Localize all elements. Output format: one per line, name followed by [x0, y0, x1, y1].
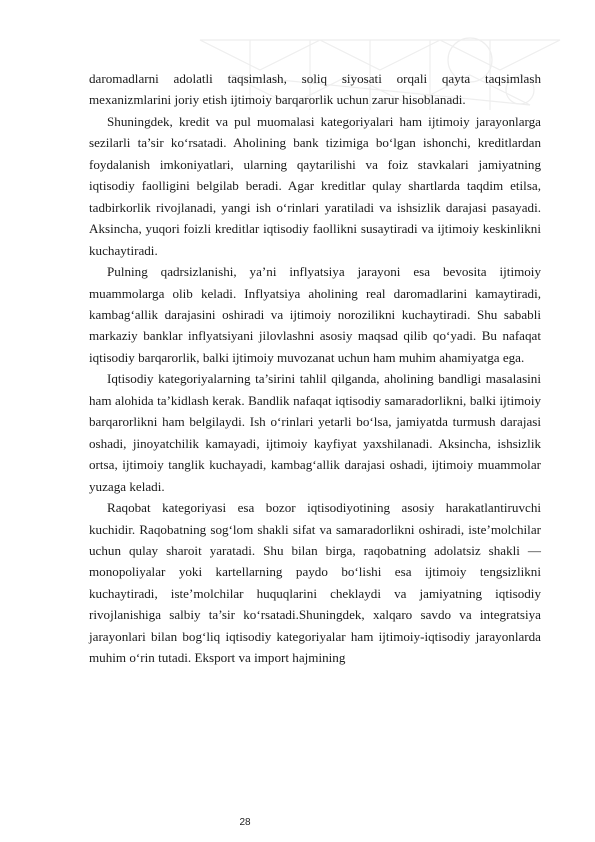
paragraph-2: Shuningdek, kredit va pul muomalasi kategoriyalari ham ijtimoiy jarayonlarga sezilarli ta’sir ko‘rsatadi. Aholining bank tizimiga bo‘lgan ishonchi, kreditlardan foydalanish imkoniyatlari, ularning qaytarilishi va foiz stavkalari jamiyatning iqtisodiy faolligini belgilab beradi. Agar kreditlar qulay shartlarda taqdim etilsa, tadbirkorlik rivojlanadi, yangi ish o‘rinlari yaratiladi va ishsizlik darajasi pasayadi. Aksincha, yuqori foizli kreditlar iqtisodiy faollikni susaytiradi va ijtimoiy keskinlikni kuchaytiradi. [89, 113, 541, 258]
paragraph-4: Iqtisodiy kategoriyalarning ta’sirini tahlil qilganda, aholining bandligi masalasini ham alohida ta’kidlash kerak. Bandlik nafaqat iqtisodiy samaradorlikni, balki ijtimoiy barqarorlikni ham belgilaydi. Ish o‘rinlari yetarli bo‘lsa, jamiyatda turmush darajasi oshadi, jinoyatchilik kamayadi, ijtimoiy kayfiyat yaxshilanadi. Aksincha, ishsizlik ortsa, ijtimoiy tanglik kuchayadi, kambag‘allik darajasi oshadi, ijtimoiy muammolar yuzaga keladi. [89, 371, 541, 494]
page-number: 28 [239, 817, 251, 828]
document-text-body [89, 68, 541, 669]
paragraph-3: Pulning qadrsizlanishi, ya’ni inflyatsiya jarayoni esa bevosita ijtimoiy muammolarga olib keladi. Inflyatsiya aholining real daromadlarini kamaytiradi, kambag‘allik darajasini oshiradi va ijtimoiy norozilikni kuchaytiradi. Shu sababli markaziy banklar inflyatsiyani jilovlashni asosiy maqsad qilib qo‘yadi. Bu nafaqat iqtisodiy barqarorlik, balki ijtimoiy muvozanat uchun ham muhim ahamiyatga ega. [89, 264, 541, 365]
paragraph-1: daromadlarni adolatli taqsimlash, soliq siyosati orqali qayta taqsimlash mexanizmlarini joriy etish ijtimoiy barqarorlik uchun zarur hisoblanadi. [89, 71, 541, 108]
paragraph-5: Raqobat kategoriyasi esa bozor iqtisodiyotining asosiy harakatlantiruvchi kuchidir. Raqobatning sog‘lom shakli sifat va samaradorlikni oshiradi, iste’molchilar uchun qulay sharoit yaratadi. Shu bilan birga, raqobatning adolatsiz shakli — monopoliyalar yoki kartellarning paydo bo‘lishi esa ijtimoiy tengsizlikni kuchaytiradi, iste’molchilar huquqlarini cheklaydi va jamiyatning iqtisodiy rivojlanishiga salbiy ta’sir ko‘rsatadi.Shuningdek, xalqaro savdo va integratsiya jarayonlari bilan bog‘liq iqtisodiy kategoriyalar ham ijtimoiy-iqtisodiy jarayonlarda muhim o‘rin tutadi. Eksport va import hajmining [89, 500, 541, 666]
